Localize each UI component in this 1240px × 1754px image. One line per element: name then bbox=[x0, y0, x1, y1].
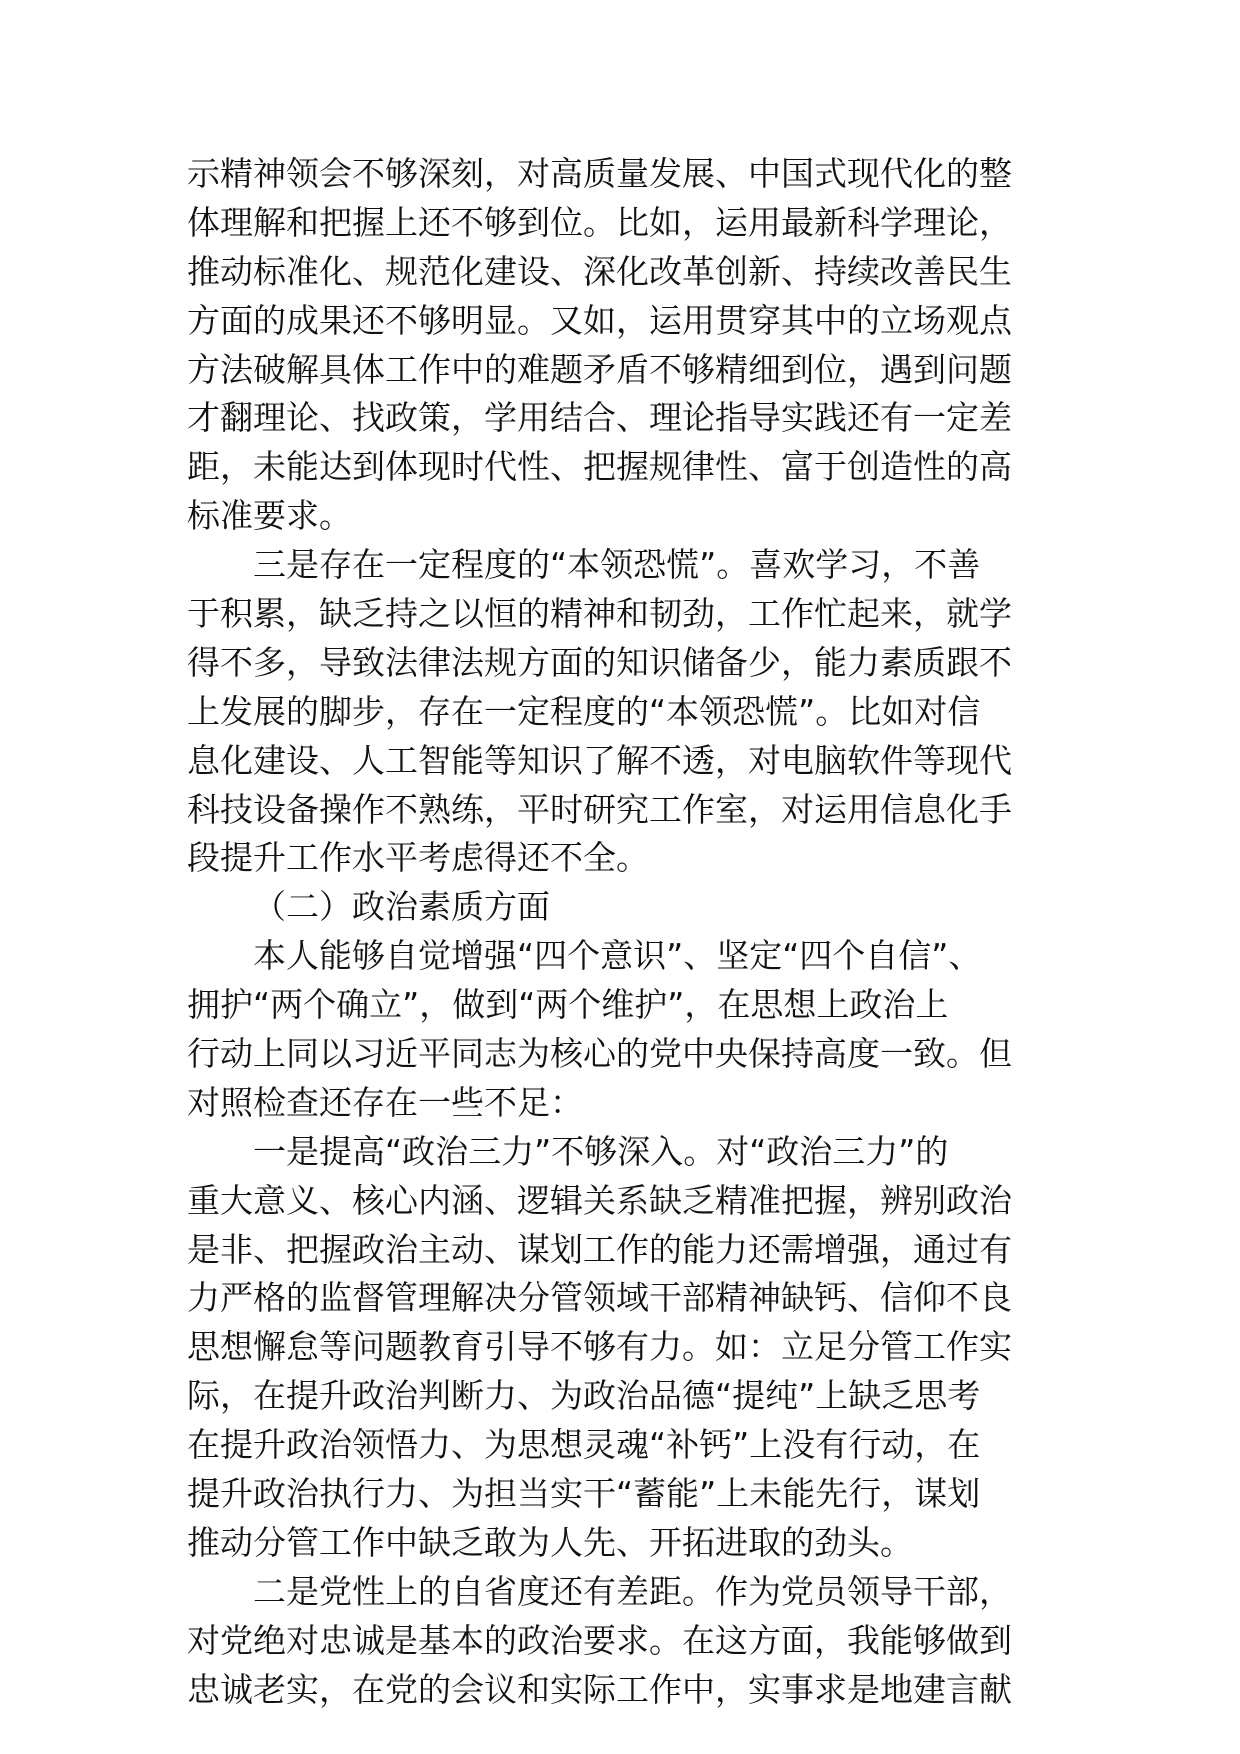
text-line: 拥护“两个确立”，做到“两个维护”，在思想上政治上 bbox=[187, 985, 949, 1025]
text-line: 上发展的脚步，存在一定程度的“本领恐慌”。比如对信 bbox=[187, 691, 981, 731]
text-line: 体理解和把握上还不够到位。比如，运用最新科学理论， bbox=[187, 202, 1012, 242]
text-line: 段提升工作水平考虑得还不全。 bbox=[187, 838, 649, 878]
text-line: 力严格的监督管理解决分管领域干部精神缺钙、信仰不良 bbox=[187, 1278, 1012, 1318]
text-line: 对照检查还存在一些不足： bbox=[187, 1082, 583, 1122]
body-text bbox=[187, 150, 1087, 1715]
text-line: 推动分管工作中缺乏敢为人先、开拓进取的劲头。 bbox=[187, 1522, 913, 1562]
section-heading: （二）政治素质方面 bbox=[253, 887, 550, 927]
text-line: 于积累，缺乏持之以恒的精神和韧劲，工作忙起来，就学 bbox=[187, 594, 1012, 634]
text-line: 际，在提升政治判断力、为政治品德“提纯”上缺乏思考 bbox=[187, 1376, 981, 1416]
text-line: 行动上同以习近平同志为核心的党中央保持高度一致。但 bbox=[187, 1034, 1012, 1074]
text-line: 推动标准化、规范化建设、深化改革创新、持续改善民生 bbox=[187, 251, 1012, 291]
text-line: 科技设备操作不熟练，平时研究工作室，对运用信息化手 bbox=[187, 789, 1012, 829]
text-line: 重大意义、核心内涵、逻辑关系缺乏精准把握，辨别政治 bbox=[187, 1180, 1012, 1220]
paragraph-first-line: 本人能够自觉增强“四个意识”、坚定“四个自信”、 bbox=[253, 936, 982, 976]
text-line: 得不多，导致法律法规方面的知识储备少，能力素质跟不 bbox=[187, 642, 1012, 682]
paragraph-first-line: 一是提高“政治三力”不够深入。对“政治三力”的 bbox=[253, 1131, 949, 1171]
text-line: 才翻理论、找政策，学用结合、理论指导实践还有一定差 bbox=[187, 398, 1012, 438]
paragraph-first-line: 二是党性上的自省度还有差距。作为党员领导干部， bbox=[253, 1571, 1012, 1611]
text-line: 是非、把握政治主动、谋划工作的能力还需增强，通过有 bbox=[187, 1229, 1012, 1269]
text-line: 标准要求。 bbox=[187, 496, 352, 536]
text-line: 对党绝对忠诚是基本的政治要求。在这方面，我能够做到 bbox=[187, 1620, 1012, 1660]
text-line: 在提升政治领悟力、为思想灵魂“补钙”上没有行动，在 bbox=[187, 1425, 981, 1465]
text-line: 提升政治执行力、为担当实干“蓄能”上未能先行，谋划 bbox=[187, 1474, 981, 1514]
text-line: 忠诚老实，在党的会议和实际工作中，实事求是地建言献 bbox=[187, 1669, 1012, 1709]
text-line: 示精神领会不够深刻，对高质量发展、中国式现代化的整 bbox=[187, 154, 1012, 193]
text-line: 距，未能达到体现时代性、把握规律性、富于创造性的高 bbox=[187, 447, 1012, 487]
text-line: 方法破解具体工作中的难题矛盾不够精细到位，遇到问题 bbox=[187, 349, 1012, 389]
paragraph-first-line: 三是存在一定程度的“本领恐慌”。喜欢学习，不善 bbox=[253, 545, 981, 585]
text-line: 息化建设、人工智能等知识了解不透，对电脑软件等现代 bbox=[187, 740, 1012, 780]
text-line: 思想懈怠等问题教育引导不够有力。如：立足分管工作实 bbox=[187, 1327, 1012, 1367]
text-line: 方面的成果还不够明显。又如，运用贯穿其中的立场观点 bbox=[187, 300, 1012, 340]
